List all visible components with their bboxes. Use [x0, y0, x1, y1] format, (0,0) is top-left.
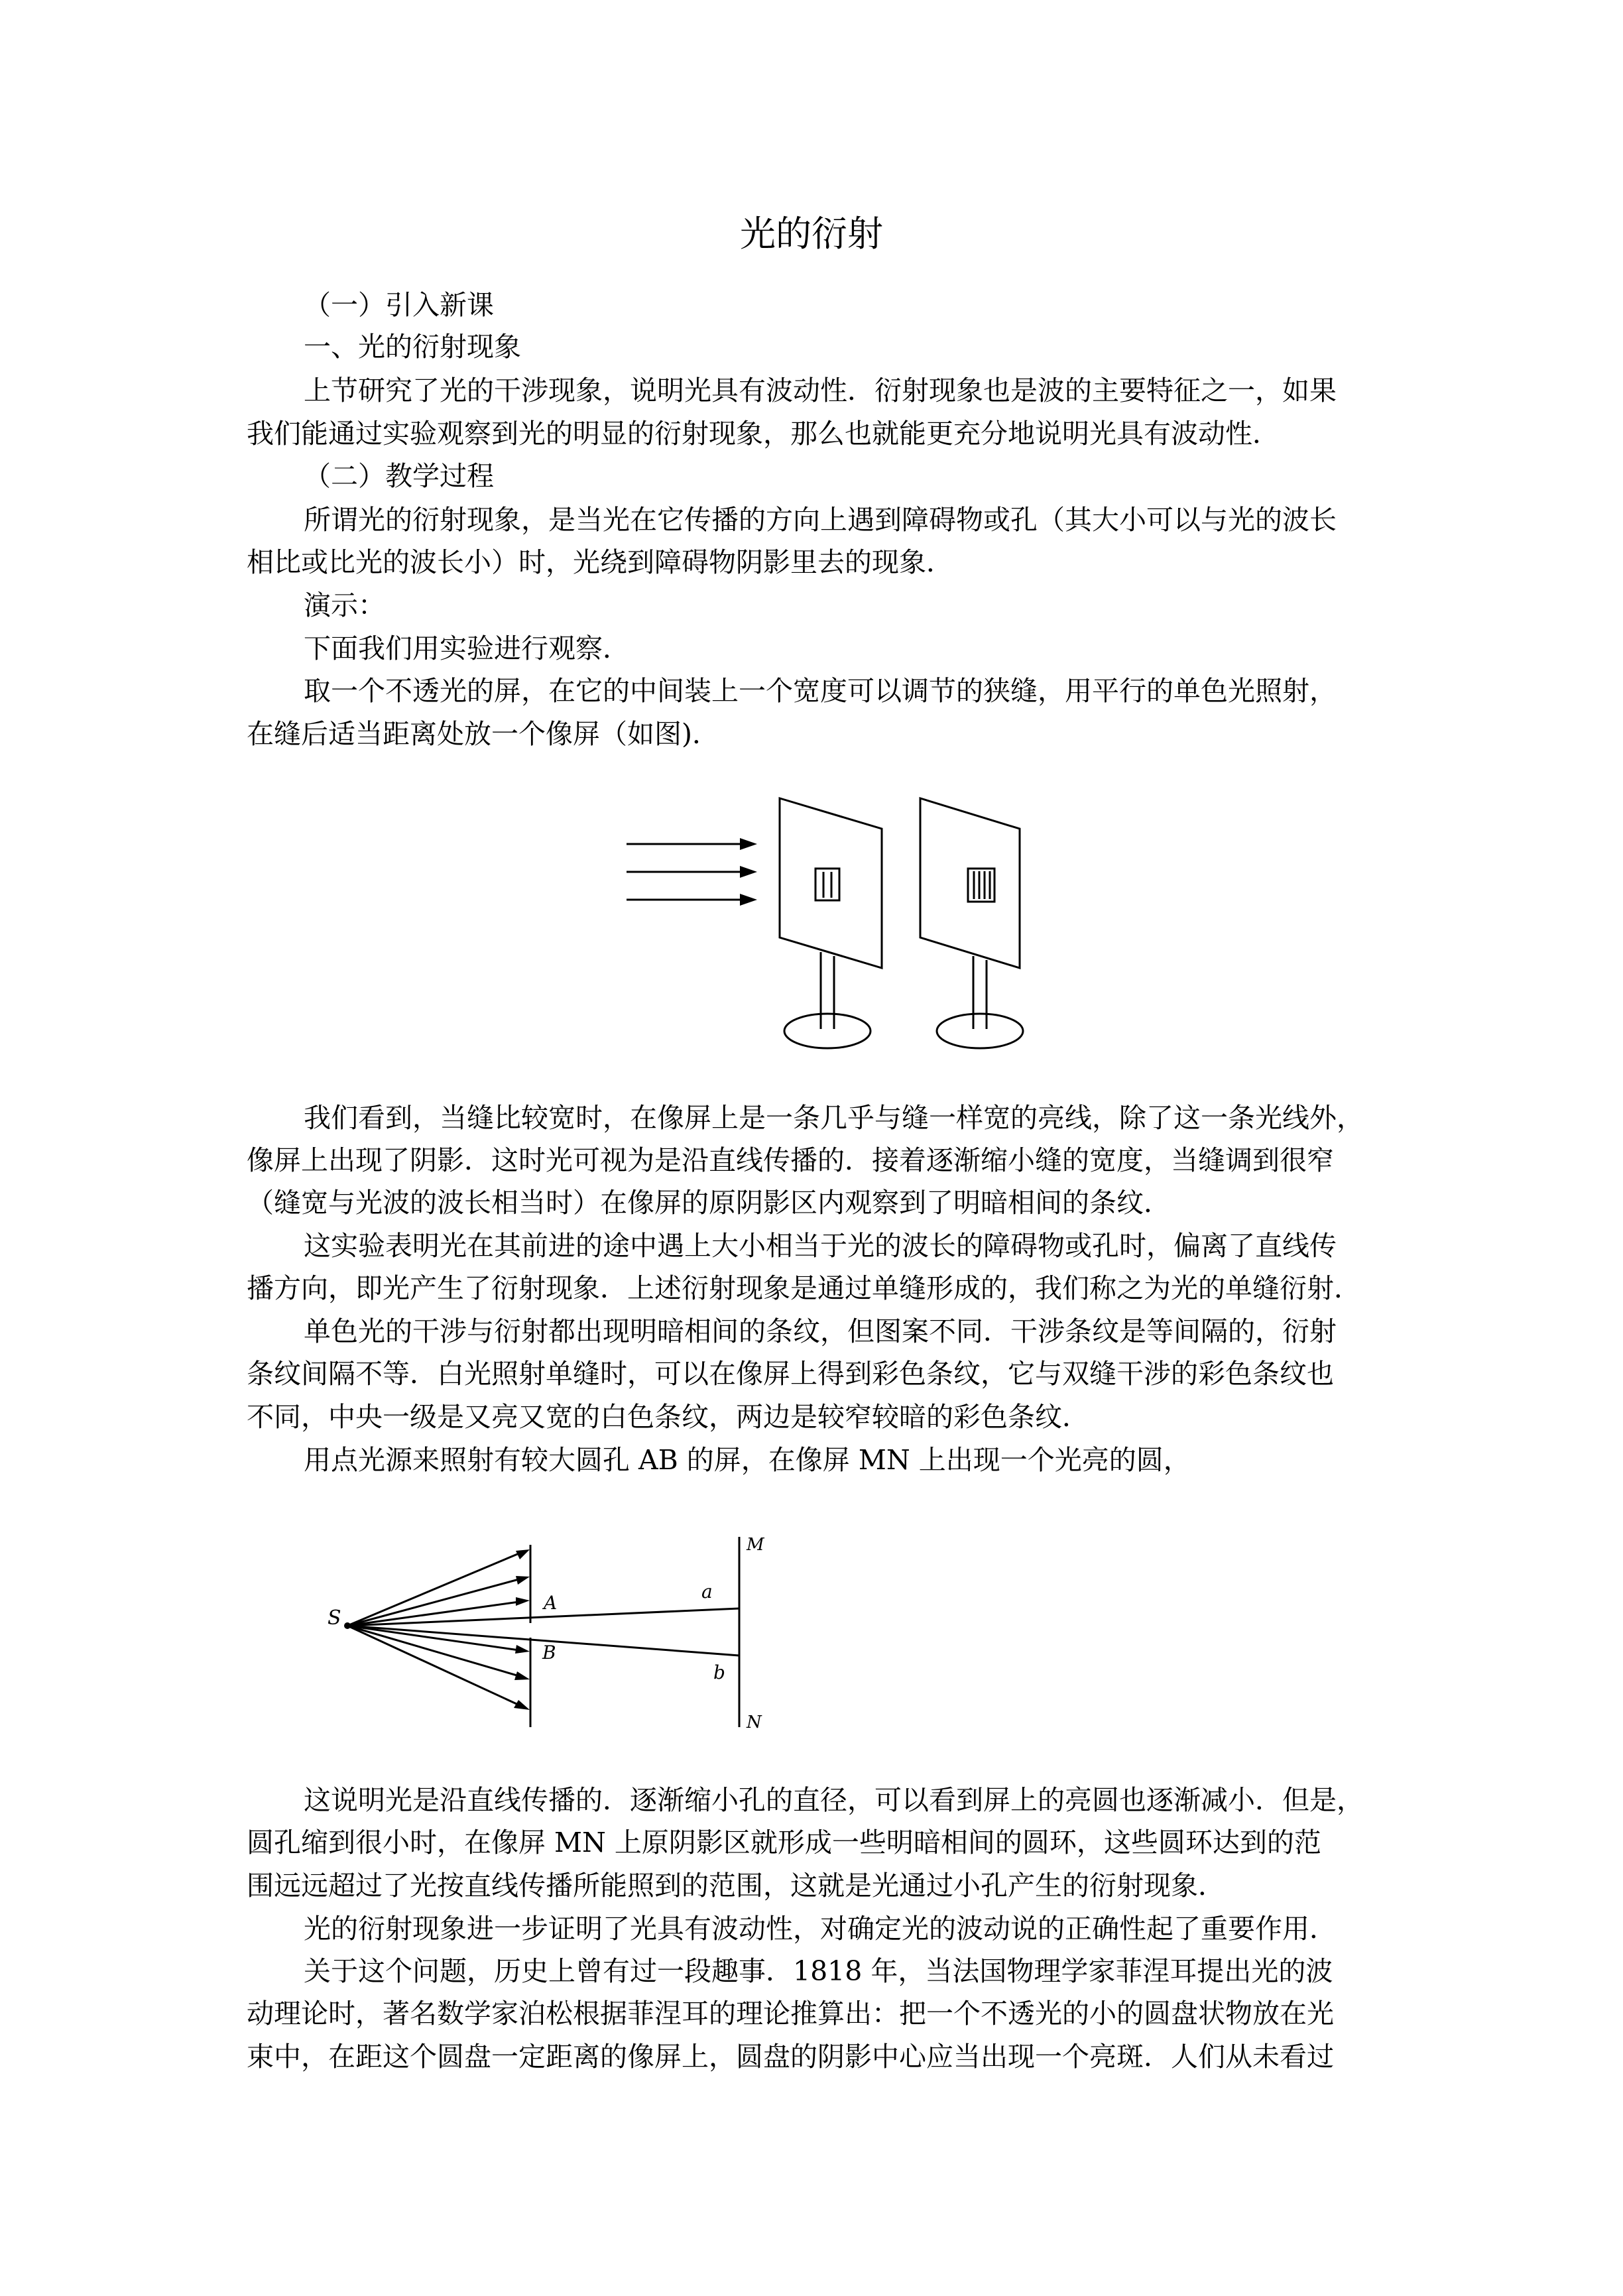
paragraph-line: 我们看到，当缝比较宽时，在像屏上是一条几乎与缝一样宽的亮线，除了这一条光线外，	[304, 1102, 1364, 1134]
label-s: S	[328, 1606, 341, 1630]
paragraph-line: （缝宽与光波的波长相当时）在像屏的原阴影区内观察到了明暗相间的条纹．	[247, 1187, 1171, 1219]
paragraph-line: 光的衍射现象进一步证明了光具有波动性，对确定光的波动说的正确性起了重要作用．	[304, 1913, 1337, 1945]
paragraph-line: 相比或比光的波长小）时，光绕到障碍物阴影里去的现象．	[247, 546, 953, 578]
paragraph-line: 像屏上出现了阴影．这时光可视为是沿直线传播的．接着逐渐缩小缝的宽度，当缝调到很窄	[247, 1144, 1334, 1176]
label-a-lower: a	[701, 1581, 713, 1602]
paragraph-line: 单色光的干涉与衍射都出现明暗相间的条纹，但图案不同．干涉条纹是等间隔的，衍射	[304, 1315, 1337, 1347]
paragraph-line: 这实验表明光在其前进的途中遇上大小相当于光的波长的障碍物或孔时，偏离了直线传	[304, 1230, 1337, 1262]
paragraph-line: 上节研究了光的干涉现象，说明光具有波动性．衍射现象也是波的主要特征之一，如果	[304, 375, 1337, 406]
paragraph-line: 束中，在距这个圆盘一定距离的像屏上，圆盘的阴影中心应当出现一个亮斑．人们从未看过	[247, 2041, 1334, 2073]
paragraph-line: 在缝后适当距离处放一个像屏（如图)．	[247, 718, 719, 750]
label-b-lower: b	[713, 1662, 725, 1683]
section-heading: 一、光的衍射现象	[304, 331, 521, 363]
paragraph-line: 所谓光的衍射现象，是当光在它传播的方向上遇到障碍物或孔（其大小可以与光的波长	[304, 504, 1337, 536]
slit-diffraction-figure	[617, 796, 1028, 1074]
section-heading: （一）引入新课	[304, 289, 494, 321]
aperture-figure	[325, 1525, 789, 1750]
label-m: M	[747, 1535, 764, 1555]
label-n: N	[747, 1713, 762, 1732]
page-title: 光的衍射	[740, 213, 883, 255]
paragraph-line: 圆孔缩到很小时，在像屏 MN 上原阴影区就形成一些明暗相间的圆环，这些圆环达到的范	[247, 1827, 1321, 1858]
paragraph-line: 取一个不透光的屏，在它的中间装上一个宽度可以调节的狭缝，用平行的单色光照射，	[304, 675, 1337, 707]
paragraph-line: 不同，中央一级是又亮又宽的白色条纹，两边是较窄较暗的彩色条纹．	[247, 1401, 1089, 1433]
paragraph-line: 下面我们用实验进行观察．	[304, 633, 630, 664]
paragraph-line: 围远远超过了光按直线传播所能照到的范围，这就是光通过小孔产生的衍射现象．	[247, 1870, 1225, 1902]
paragraph-line: 条纹间隔不等．白光照射单缝时，可以在像屏上得到彩色条纹，它与双缝干涉的彩色条纹也	[247, 1358, 1334, 1390]
label-b-upper: B	[542, 1642, 556, 1663]
paragraph-line: 关于这个问题，历史上曾有过一段趣事．1818 年，当法国物理学家菲涅耳提出光的波	[304, 1955, 1333, 1987]
paragraph-line: 演示：	[304, 589, 385, 621]
paragraph-line: 用点光源来照射有较大圆孔 AB 的屏，在像屏 MN 上出现一个光亮的圆，	[304, 1444, 1191, 1476]
paragraph-line: 动理论时，著名数学家泊松根据菲涅耳的理论推算出：把一个不透光的小的圆盘状物放在光	[247, 1998, 1334, 2029]
paragraph-line: 播方向，即光产生了衍射现象．上述衍射现象是通过单缝形成的，我们称之为光的单缝衍射．	[247, 1272, 1361, 1304]
paragraph-line: 这说明光是沿直线传播的．逐渐缩小孔的直径，可以看到屏上的亮圆也逐渐减小．但是，	[304, 1784, 1364, 1816]
label-a-upper: A	[544, 1592, 558, 1614]
section-heading: （二）教学过程	[304, 460, 494, 492]
paragraph-line: 我们能通过实验观察到光的明显的衍射现象，那么也就能更充分地说明光具有波动性．	[247, 418, 1280, 450]
